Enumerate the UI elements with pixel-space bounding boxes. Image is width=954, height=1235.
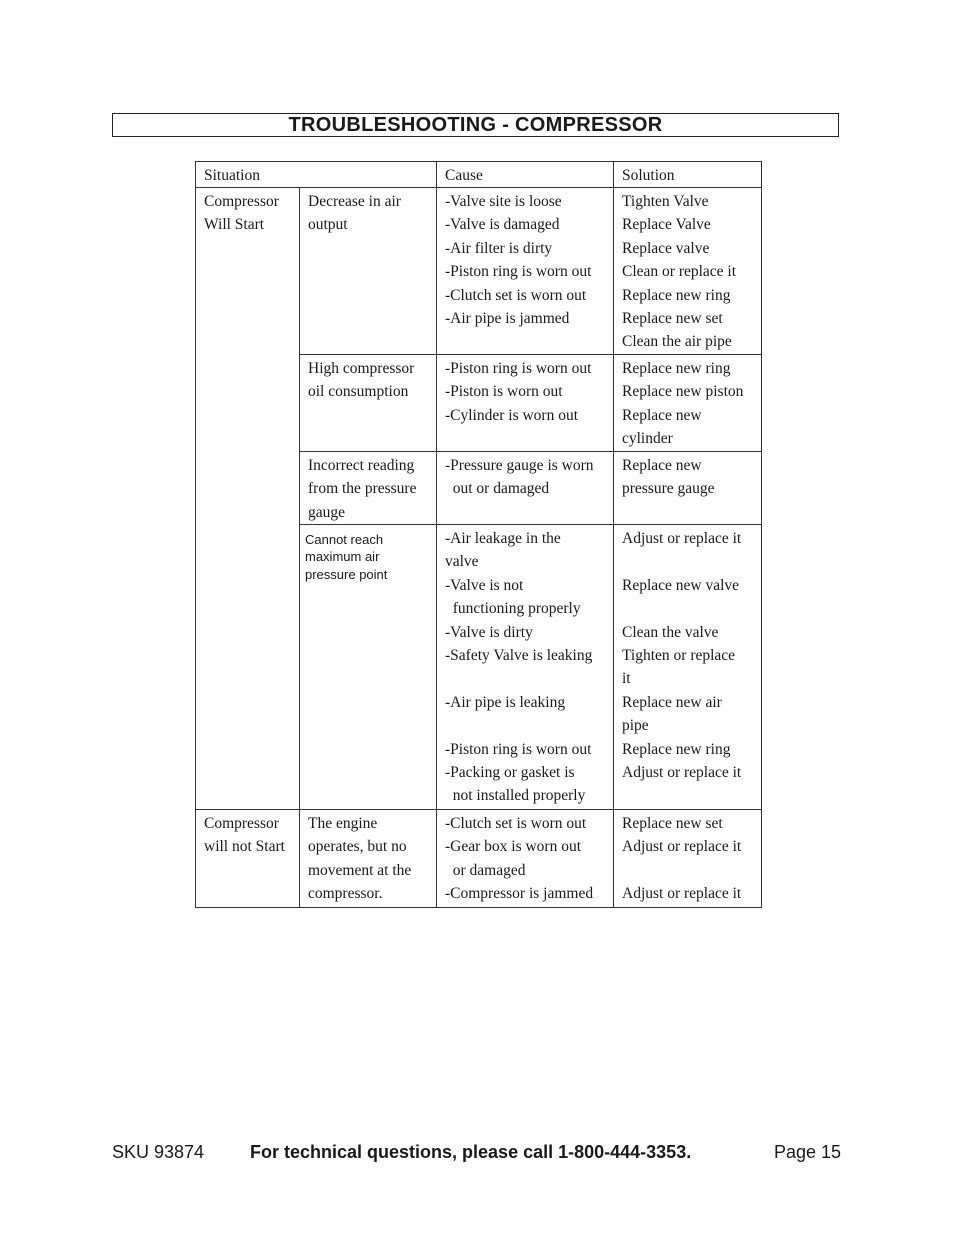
problem-cell xyxy=(300,810,437,907)
cause-cell xyxy=(437,188,614,354)
solution-line: pipe xyxy=(622,717,649,735)
problem-cell xyxy=(300,355,437,451)
solution-line: Replace new piston xyxy=(622,383,744,401)
situation-text xyxy=(204,812,295,859)
solution-line: Replace new set xyxy=(622,815,723,832)
solution-line xyxy=(622,784,757,807)
situation-cell xyxy=(196,188,300,809)
problem-line: Cannot reach xyxy=(305,532,384,547)
problem-line: Incorrect reading xyxy=(308,457,415,474)
solution-line: Replace new ring xyxy=(622,740,731,758)
cause-line: -Clutch set is worn out xyxy=(445,815,587,832)
problem-line: The engine xyxy=(308,815,378,832)
solution-line: Replace new xyxy=(622,457,702,474)
solution-line: Replace new set xyxy=(622,309,723,327)
cause-line: -Safety Valve is leaking xyxy=(445,646,593,664)
cause-line: -Piston ring is worn out xyxy=(445,263,592,281)
situation-text xyxy=(204,190,295,237)
problem-line: pressure point xyxy=(305,566,388,582)
cause-line: -Gear box is worn out xyxy=(445,838,582,856)
table-section xyxy=(196,810,762,908)
header-cause: Cause xyxy=(445,167,483,184)
solution-line: Adjust or replace it xyxy=(622,763,742,781)
table-header-row xyxy=(196,162,762,188)
solution-line: Replace Valve xyxy=(622,216,711,234)
problem-line: High compressor xyxy=(308,360,415,377)
footer-page-number: Page 15 xyxy=(773,1142,841,1162)
situation-line: will not Start xyxy=(204,838,285,856)
cause-line: -Piston ring is worn out xyxy=(445,740,592,758)
footer-contact: For technical questions, please call 1-800-444-3353. xyxy=(250,1142,692,1162)
solution-line: Replace new valve xyxy=(622,576,740,594)
solution-cell xyxy=(614,810,762,907)
cause-line xyxy=(445,667,609,690)
cause-line: -Pressure gauge is worn xyxy=(445,457,594,474)
cause-line: -Valve is damaged xyxy=(445,216,560,234)
cause-line: -Valve is not xyxy=(445,576,524,594)
table-row xyxy=(300,452,762,525)
solution-line: Replace new xyxy=(622,406,702,424)
cause-line: -Cylinder is worn out xyxy=(445,406,579,424)
solution-line: Clean or replace it xyxy=(622,263,737,281)
cause-line xyxy=(445,501,609,524)
problem-line: maximum air xyxy=(305,549,380,565)
cause-cell-text xyxy=(445,357,609,451)
problem-cell xyxy=(300,188,437,354)
solution-cell-text xyxy=(622,812,757,906)
cause-line: or damaged xyxy=(445,861,526,879)
problem-cell-text xyxy=(308,190,432,237)
header-solution: Solution xyxy=(622,167,675,184)
cause-line: -Compressor is jammed xyxy=(445,885,594,903)
solution-line: Replace new ring xyxy=(622,286,731,304)
solution-cell xyxy=(614,525,762,809)
solution-line xyxy=(622,501,757,524)
header-cause-cell xyxy=(437,162,614,187)
solution-line: Clean the valve xyxy=(622,623,719,641)
header-situation: Situation xyxy=(204,167,260,184)
solution-cell xyxy=(614,188,762,354)
cause-cell xyxy=(437,355,614,451)
solution-cell-text xyxy=(622,527,757,808)
cause-line: functioning properly xyxy=(445,600,581,618)
solution-line: Tighten Valve xyxy=(622,193,709,210)
cause-cell xyxy=(437,452,614,524)
solution-line: pressure gauge xyxy=(622,480,715,498)
footer-sku: SKU 93874 xyxy=(112,1142,205,1162)
cause-line: -Clutch set is worn out xyxy=(445,286,587,304)
solution-line: Tighten or replace xyxy=(622,646,736,664)
solution-cell-text xyxy=(622,454,757,524)
cause-line: -Piston ring is worn out xyxy=(445,360,592,377)
cause-cell xyxy=(437,810,614,907)
cause-line: out or damaged xyxy=(445,480,550,498)
solution-line: Adjust or replace it xyxy=(622,530,742,547)
problem-line: movement at the xyxy=(308,861,412,879)
problem-line: gauge xyxy=(308,503,346,521)
header-situation-cell xyxy=(196,162,437,187)
problem-cell-text xyxy=(308,812,432,906)
solution-line: Clean the air pipe xyxy=(622,333,732,351)
problem-line: output xyxy=(308,216,348,234)
solution-cell xyxy=(614,452,762,524)
section-rows xyxy=(300,188,762,809)
situation-line: Will Start xyxy=(204,216,265,234)
table-row xyxy=(300,188,762,355)
table-row xyxy=(300,525,762,809)
header-solution-cell xyxy=(614,162,762,187)
problem-line: compressor. xyxy=(308,885,383,903)
solution-line: Replace new air xyxy=(622,693,722,711)
situation-line: Compressor xyxy=(204,193,279,210)
cause-cell-text xyxy=(445,190,609,354)
cause-line xyxy=(445,330,609,353)
problem-line: oil consumption xyxy=(308,383,409,401)
solution-line xyxy=(622,859,757,882)
title-box xyxy=(112,113,839,137)
table-row xyxy=(300,355,762,452)
cause-line: -Air pipe is leaking xyxy=(445,693,566,711)
solution-line: cylinder xyxy=(622,430,673,448)
solution-cell-text xyxy=(622,357,757,451)
problem-cell-text xyxy=(308,357,432,404)
cause-cell xyxy=(437,525,614,809)
cause-cell-text xyxy=(445,812,609,906)
cause-line: -Air filter is dirty xyxy=(445,239,553,257)
cause-line xyxy=(445,427,609,450)
situation-cell xyxy=(196,810,300,907)
solution-line xyxy=(622,550,757,573)
page-title: TROUBLESHOOTING - COMPRESSOR xyxy=(288,113,663,136)
solution-cell xyxy=(614,355,762,451)
solution-line xyxy=(622,597,757,620)
solution-line: Adjust or replace it xyxy=(622,885,742,903)
cause-line: -Air pipe is jammed xyxy=(445,309,570,327)
cause-line: not installed properly xyxy=(445,787,586,805)
cause-line xyxy=(445,714,609,737)
cause-line: -Packing or gasket is xyxy=(445,763,575,781)
situation-line: Compressor xyxy=(204,815,279,832)
cause-cell-text xyxy=(445,454,609,524)
solution-line: it xyxy=(622,670,631,688)
problem-line: operates, but no xyxy=(308,838,407,856)
cause-cell-text xyxy=(445,527,609,808)
table-row xyxy=(300,810,762,907)
section-rows xyxy=(300,810,762,907)
solution-line: Adjust or replace it xyxy=(622,838,742,856)
cause-line: -Air leakage in the xyxy=(445,530,561,547)
problem-line: Decrease in air xyxy=(308,193,401,210)
problem-cell-text xyxy=(308,454,432,524)
solution-line: Replace new ring xyxy=(622,360,731,377)
problem-cell xyxy=(300,525,437,809)
troubleshooting-table xyxy=(195,161,762,908)
solution-cell-text xyxy=(622,190,757,354)
problem-cell-text xyxy=(305,531,432,583)
cause-line: -Valve is dirty xyxy=(445,623,533,641)
problem-cell xyxy=(300,452,437,524)
cause-line: -Valve site is loose xyxy=(445,193,562,210)
cause-line: valve xyxy=(445,553,479,571)
solution-line: Replace valve xyxy=(622,239,710,257)
table-section xyxy=(196,188,762,810)
problem-line: from the pressure xyxy=(308,480,417,498)
cause-line: -Piston is worn out xyxy=(445,383,563,401)
